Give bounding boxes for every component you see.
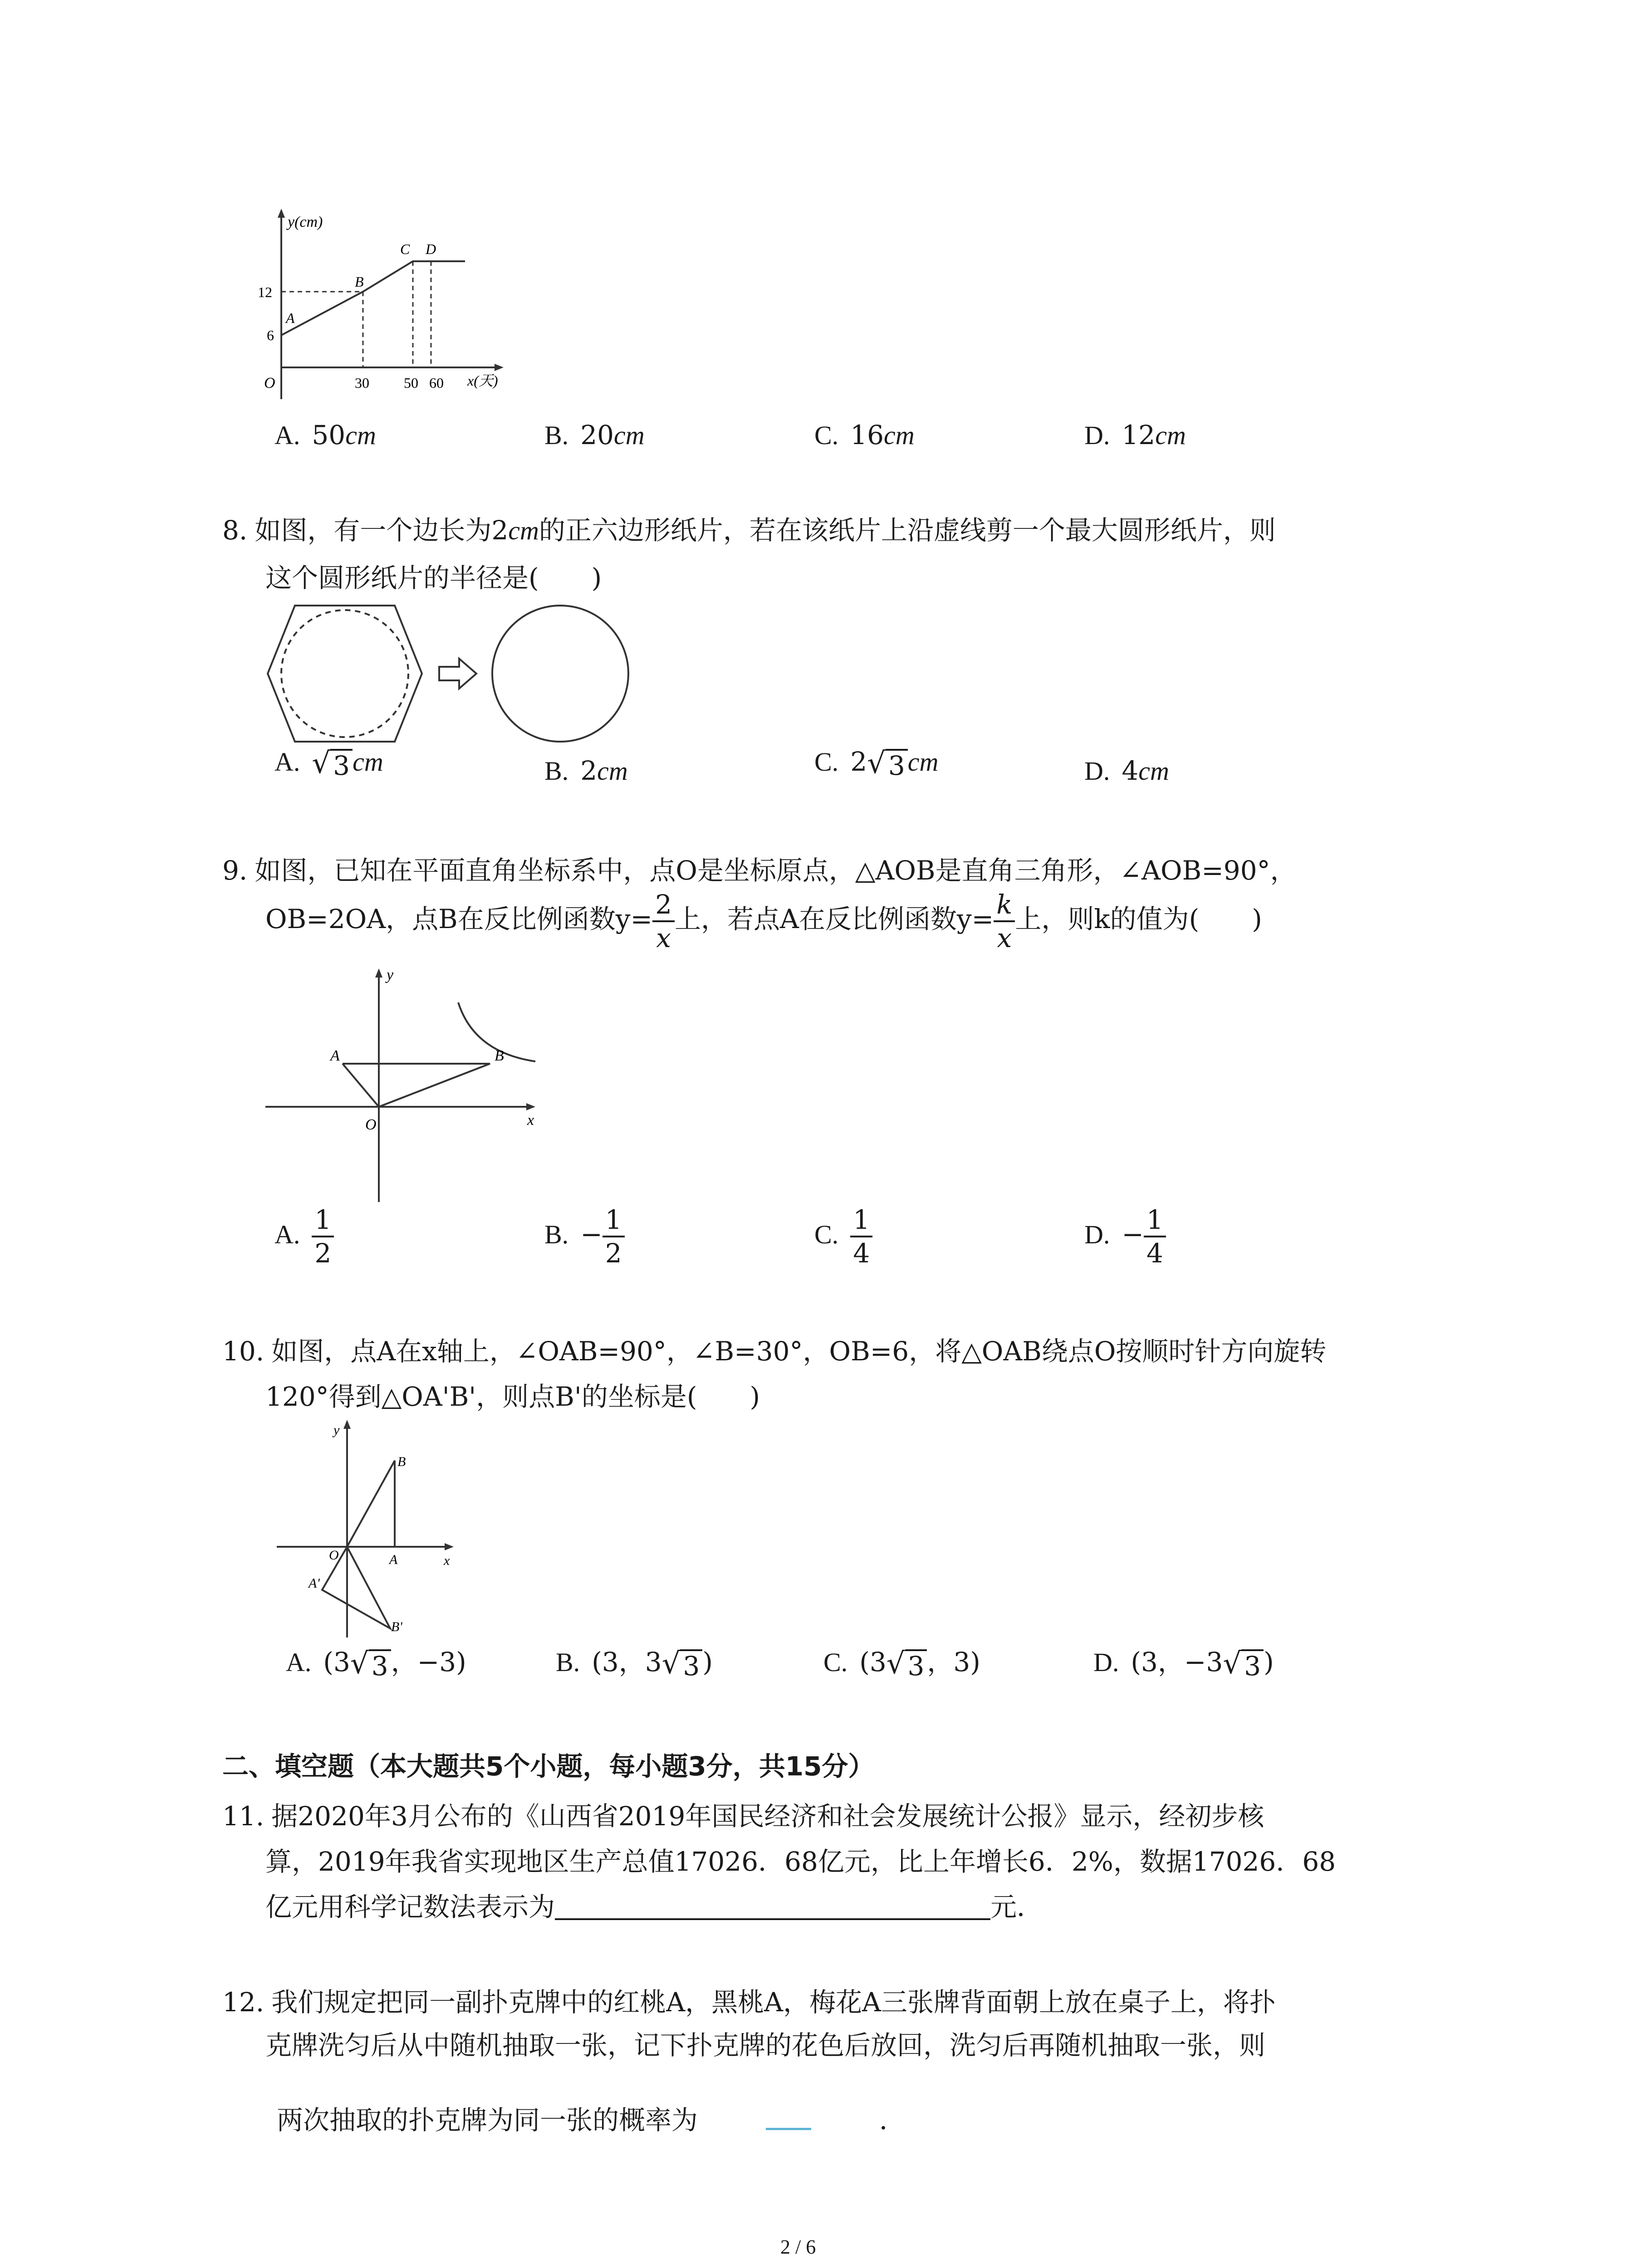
q7-x-axis-label: x(天) (467, 372, 498, 389)
q7-graph (254, 204, 526, 404)
q7-x-tick-50: 50 (404, 375, 418, 391)
q7-origin-label: O (264, 375, 275, 391)
q7-option-c[interactable]: C. 16cm (814, 420, 915, 450)
q7-point-b: B (355, 274, 364, 290)
q9-option-a[interactable]: A. $\frac{1}{2}$ (274, 1207, 334, 1266)
q7-option-d[interactable]: D. 12cm (1084, 420, 1186, 450)
q8-option-d[interactable]: D. 4cm (1084, 755, 1169, 786)
q11-answer-blank[interactable] (555, 1896, 990, 1920)
q7-option-b[interactable]: B. 20cm (544, 420, 645, 450)
q10-option-b[interactable]: B. (3，3 √ 3 ) (556, 1647, 713, 1681)
q9-option-c[interactable]: C. $\frac{1}{4}$ (814, 1207, 872, 1266)
q8-option-b[interactable]: B. 2cm (544, 755, 628, 786)
q12-stem-line1: 12. 我们规定把同一副扑克牌中的红桃A，黑桃A，梅花A三张牌背面朝上放在桌子上，将扑 (222, 1987, 1276, 2018)
q9-o-label: O (365, 1116, 377, 1133)
q9-y-label: y (387, 967, 394, 983)
q10-o-label: O (329, 1548, 339, 1563)
q10-b-label: B (397, 1454, 406, 1469)
sqrt-symbol: √ 3 (1223, 1649, 1264, 1679)
q10-stem-line2: 120°得到△OA'B'，则点B'的坐标是( ) (265, 1381, 760, 1412)
q9-option-d[interactable]: D. − $\frac{1}{4}$ (1084, 1207, 1166, 1266)
q10-y-label: y (333, 1422, 340, 1437)
q12-stem-line2: 克牌洗匀后从中随机抽取一张，记下扑克牌的花色后放回，洗匀后再随机抽取一张，则 (265, 2030, 1266, 2061)
sqrt-symbol: √ 3 (350, 1649, 391, 1679)
q12-stem-line3: 两次抽取的扑克牌为同一张的概率为 ． (277, 2105, 906, 2136)
q7-y-axis-label: y(cm) (288, 214, 323, 230)
q9-fraction-2-over-x: $\frac{2}{x}$ (652, 891, 675, 951)
q10-stem-line1: 10. 如图，点A在x轴上，∠OAB=90°，∠B=30°，OB=6，将△OAB绕点O按顺时针方向旋转 (222, 1336, 1327, 1367)
q10-b-prime-label: B' (391, 1619, 402, 1634)
q7-point-a: A (286, 310, 295, 326)
q9-option-b[interactable]: B. − $\frac{1}{2}$ (544, 1207, 625, 1266)
q7-y-tick-12: 12 (258, 284, 272, 300)
q11-stem-line1: 11. 据2020年3月公布的《山西省2019年国民经济和社会发展统计公报》显示，经初步核 (222, 1801, 1264, 1832)
q8-stem-line1: 8. 如图，有一个边长为2cm的正六边形纸片，若在该纸片上沿虚线剪一个最大圆形纸片，则 (222, 515, 1276, 546)
q7-x-tick-60: 60 (429, 375, 444, 391)
fraction: $\frac{1}{2}$ (603, 1207, 625, 1266)
q10-x-label: x (444, 1553, 450, 1568)
q7-option-a[interactable]: A. 50cm (274, 420, 376, 450)
q7-point-d: D (426, 241, 436, 257)
q9-stem-line1: 9. 如图，已知在平面直角坐标系中，点O是坐标原点，△AOB是直角三角形，∠AOB=90°， (222, 855, 1297, 886)
fraction: $\frac{1}{2}$ (312, 1207, 334, 1266)
q12-number: 12. (222, 1987, 265, 2018)
sqrt-symbol: √ 3 (887, 1649, 927, 1679)
q10-a-prime-label: A' (309, 1576, 320, 1591)
q10-a-label: A (389, 1552, 398, 1567)
q10-option-a[interactable]: A. (3 √ 3 ，−3) (286, 1647, 466, 1681)
q8-option-a[interactable]: A. √ 3 cm (274, 746, 383, 781)
q11-number: 11. (222, 1801, 265, 1832)
q9-figure (263, 962, 590, 1207)
q7-point-c: C (400, 241, 410, 257)
q8-number: 8. (222, 515, 248, 546)
q12-answer-blank[interactable] (766, 2114, 811, 2130)
q9-x-label: x (527, 1112, 534, 1129)
sqrt-symbol: √ 3 (312, 749, 353, 779)
q8-option-c[interactable]: C. 2 √ 3 cm (814, 746, 939, 781)
q7-y-tick-6: 6 (267, 327, 274, 343)
q8-stem-line2: 这个圆形纸片的半径是( ) (265, 562, 602, 593)
q9-number: 9. (222, 855, 248, 886)
q8-figure (263, 599, 653, 748)
q9-fraction-k-over-x: $\frac{k}{x}$ (994, 891, 1015, 951)
q10-option-d[interactable]: D. (3，−3 √ 3 ) (1093, 1647, 1274, 1681)
q9-stem-line2: OB=2OA，点B在反比例函数y= $\frac{2}{x}$ 上，若点A在反比例函数y= $\frac{k}{x}$ 上，则k的值为( ) (265, 889, 1262, 953)
fraction: $\frac{1}{4}$ (1144, 1207, 1166, 1266)
q11-stem-line3: 亿元用科学记数法表示为 元． (265, 1892, 1043, 1922)
q7-x-tick-30: 30 (355, 375, 369, 391)
sqrt-symbol: √ 3 (867, 749, 908, 779)
q11-stem-line2: 算，2019年我省实现地区生产总值17026．68亿元，比上年增长6．2%，数据17026．68 (265, 1846, 1336, 1877)
q10-number: 10. (222, 1336, 265, 1367)
page-number: 2 / 6 (780, 2236, 816, 2258)
q10-figure (272, 1415, 463, 1642)
section-heading: 二、填空题（本大题共5个小题，每小题3分，共15分） (222, 1751, 875, 1782)
q10-option-c[interactable]: C. (3 √ 3 ，3) (823, 1647, 980, 1681)
q9-a-label: A (330, 1047, 340, 1064)
sqrt-symbol: √ 3 (662, 1649, 703, 1679)
q9-b-label: B (495, 1047, 504, 1064)
fraction: $\frac{1}{4}$ (850, 1207, 872, 1266)
